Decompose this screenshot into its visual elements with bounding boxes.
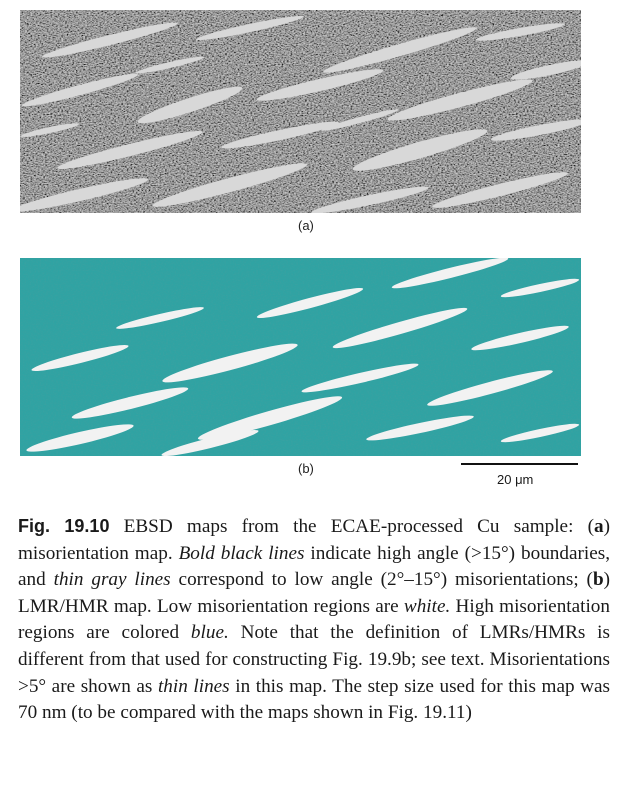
caption-text: in this map. The step size used for this map was 70 nm (to be compared with the maps shown in Fig. 19.11) [18, 675, 610, 724]
caption-italic: thin gray lines [53, 569, 171, 591]
caption-bold-a: a [594, 516, 604, 537]
scale-bar [461, 463, 578, 465]
caption-italic: blue. [190, 622, 229, 644]
caption-italic: Bold black lines [178, 542, 305, 564]
caption-text: indicate high angle (>15°) boundaries, and [18, 542, 610, 591]
caption-text: correspond to low angle (2°–15°) misorientations; ( [170, 569, 593, 591]
misorientation-map-image [20, 10, 581, 213]
scale-bar-label: 20 μm [497, 472, 534, 487]
caption-italic: thin lines [157, 675, 230, 697]
caption-text: ) LMR/HMR map. Low misorientation regions are [18, 569, 610, 617]
caption-bold-b: b [592, 569, 604, 591]
caption-text: ) misorientation map. [18, 516, 610, 564]
figure-number: Fig. 19.10 [18, 516, 110, 536]
lmr-hmr-map-image [20, 258, 581, 456]
caption-text: Note that the definition of LMRs/HMRs is different from that used for constructing Fig. 19.9b; see text. Misorientations >5° are shown as [18, 622, 610, 697]
panel-a-label: (a) [298, 218, 314, 233]
figure-caption [18, 513, 610, 727]
caption-text: EBSD maps from the ECAE-processed Cu sample: ( [109, 516, 595, 537]
caption-italic: white. [403, 595, 451, 617]
panel-b-label: (b) [298, 461, 314, 476]
caption-text: High misorientation regions are colored [18, 595, 610, 644]
